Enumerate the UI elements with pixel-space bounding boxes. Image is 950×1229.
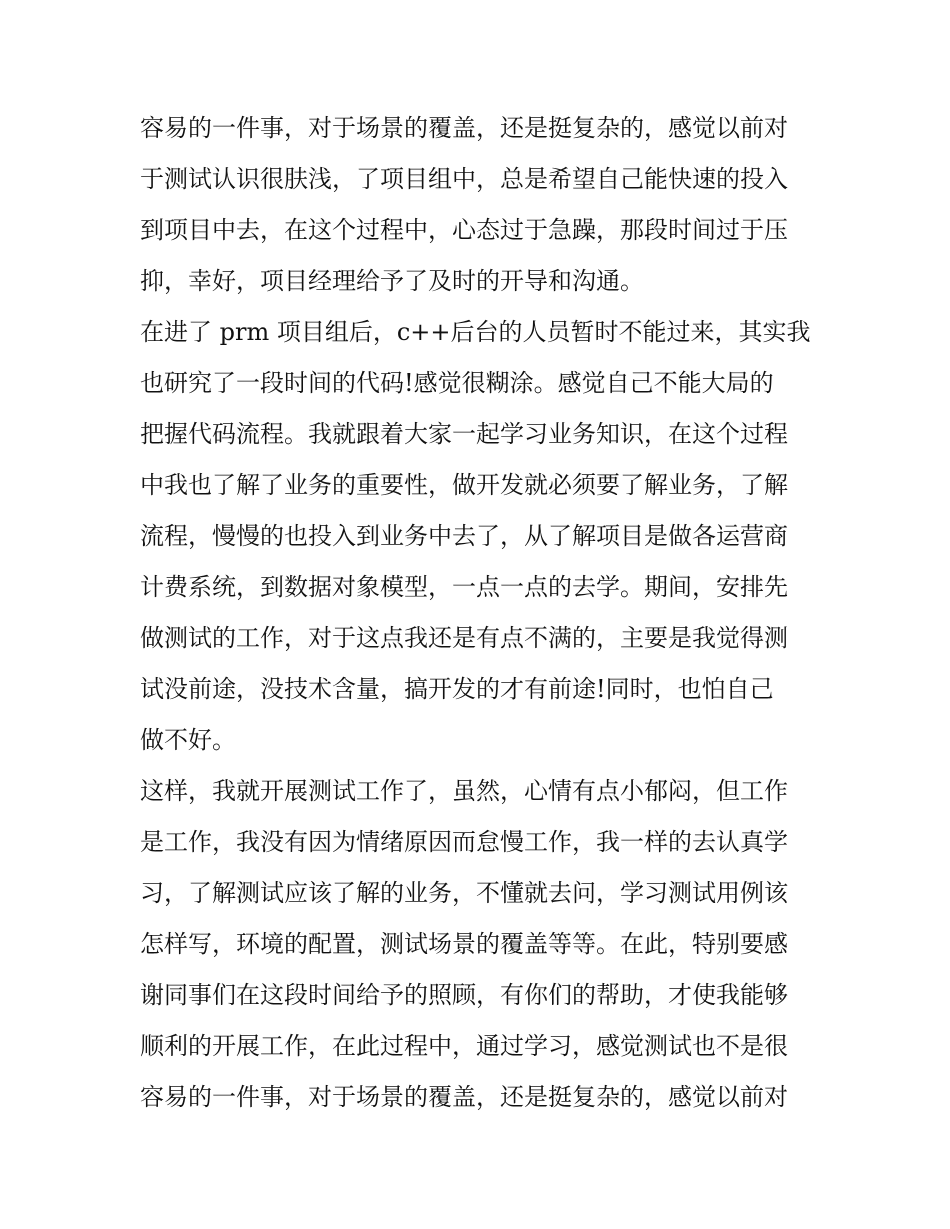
text-line: 抑，幸好，项目经理给予了及时的开导和沟通。: [140, 267, 644, 295]
text-line: 怎样写，环境的配置，测试场景的覆盖等等。在此，特别要感: [140, 930, 788, 958]
text-line: 中我也了解了业务的重要性，做开发就必须要了解业务，了解: [140, 471, 788, 499]
text-line: 容易的一件事，对于场景的覆盖，还是挺复杂的，感觉以前对: [140, 114, 788, 142]
text-line: 做不好。: [140, 726, 236, 754]
text-line: 这样，我就开展测试工作了，虽然，心情有点小郁闷，但工作: [140, 777, 788, 805]
text-line: 试没前途，没技术含量，搞开发的才有前途!同时，也怕自己: [140, 675, 774, 703]
text-line: 也研究了一段时间的代码!感觉很糊涂。感觉自己不能大局的: [140, 369, 774, 397]
text-line: 顺利的开展工作，在此过程中，通过学习，感觉测试也不是很: [140, 1032, 788, 1060]
body-text: [140, 103, 820, 1123]
text-line: 习，了解测试应该了解的业务，不懂就去问，学习测试用例该: [140, 879, 788, 907]
text-line: 计费系统，到数据对象模型，一点一点的去学。期间，安排先: [140, 573, 788, 601]
text-line: 做测试的工作，对于这点我还是有点不满的，主要是我觉得测: [140, 624, 788, 652]
text-line: 于测试认识很肤浅，了项目组中，总是希望自己能快速的投入: [140, 165, 788, 193]
text-line: 在进了 prm 项目组后，c++后台的人员暂时不能过来，其实我: [140, 318, 811, 346]
text-line: 到项目中去，在这个过程中，心态过于急躁，那段时间过于压: [140, 216, 788, 244]
text-line: 流程，慢慢的也投入到业务中去了，从了解项目是做各运营商: [140, 522, 788, 550]
text-line: 谢同事们在这段时间给予的照顾，有你们的帮助，才使我能够: [140, 981, 788, 1009]
text-line: 把握代码流程。我就跟着大家一起学习业务知识，在这个过程: [140, 420, 788, 448]
text-line: 是工作，我没有因为情绪原因而怠慢工作，我一样的去认真学: [140, 828, 788, 856]
text-line: 容易的一件事，对于场景的覆盖，还是挺复杂的，感觉以前对: [140, 1083, 788, 1111]
